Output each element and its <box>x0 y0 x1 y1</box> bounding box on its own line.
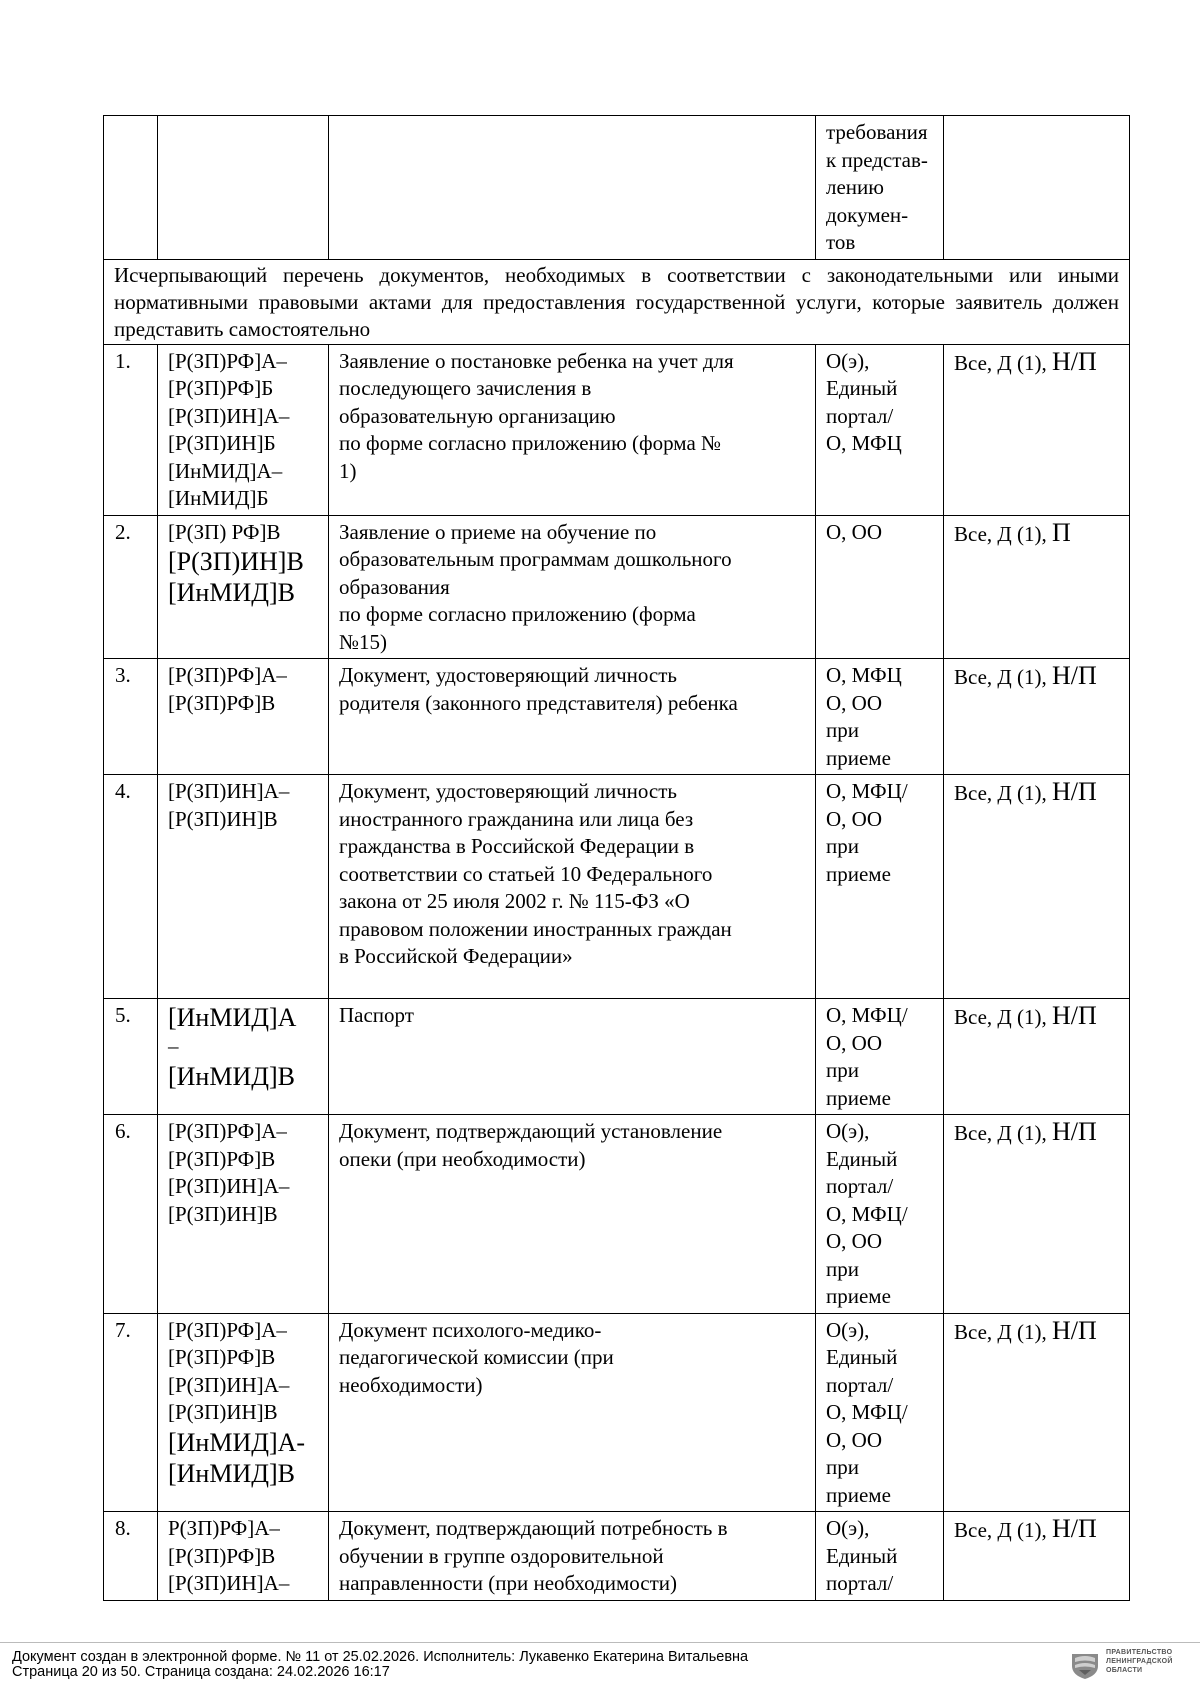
desc-line: Документ, удостоверяющий личность <box>339 779 677 803</box>
where-line: Единый <box>826 1345 898 1369</box>
code-line: [Р(ЗП)РФ]В <box>168 1146 276 1171</box>
desc-line: №15) <box>339 629 388 654</box>
where-line: портал/ <box>826 1174 894 1198</box>
desc-line: 1) <box>339 458 357 483</box>
table-row <box>104 775 1130 999</box>
logo-text-line: ПРАВИТЕЛЬСТВО <box>1106 1649 1173 1656</box>
text-line: докумен- <box>826 202 909 227</box>
text-line: лению <box>826 175 884 199</box>
code-line: [Р(ЗП)ИН]А– <box>168 779 290 803</box>
cell-who <box>944 1313 1130 1512</box>
logo-text-line: ЛЕНИНГРАДСКОЙ <box>1106 1658 1173 1665</box>
page-footer <box>12 1650 748 1680</box>
footer-page-info: Страница 20 из 50. Страница создана: 24.02.2026 16:17 <box>12 1664 390 1680</box>
where-line: при <box>826 1455 859 1479</box>
coat-of-arms-icon <box>1070 1650 1100 1680</box>
cell-desc <box>329 344 816 515</box>
where-line: О, ОО <box>826 1427 882 1452</box>
desc-line: опеки (при необходимости) <box>339 1146 586 1171</box>
desc-line: образовательным программам дошкольного <box>339 547 732 571</box>
cell-desc <box>329 1115 816 1314</box>
code-line: [ИнМИД]В <box>168 1061 295 1091</box>
where-line: О(э), <box>826 348 870 373</box>
desc-line: Документ, удостоверяющий личность <box>339 663 677 687</box>
row-number: 3. <box>104 659 158 775</box>
footer-divider <box>0 1642 1200 1643</box>
cell-desc <box>329 999 816 1115</box>
row-number: 5. <box>104 999 158 1115</box>
who-prefix: Все, Д (1), <box>954 1121 1052 1145</box>
table-row <box>104 1313 1130 1512</box>
where-line: портал/ <box>826 1571 894 1595</box>
code-line: [Р(ЗП)РФ]В <box>168 690 276 715</box>
desc-line: образовательную организацию <box>339 403 616 428</box>
where-line: при <box>826 1058 859 1082</box>
where-line: Единый <box>826 1146 898 1171</box>
cell-codes <box>158 515 329 659</box>
cell-who <box>944 1512 1130 1601</box>
desc-line: последующего зачисления в <box>339 376 592 400</box>
cell-codes <box>158 999 329 1115</box>
desc-line: необходимости) <box>339 1372 483 1397</box>
desc-line: направленности (при необходимости) <box>339 1571 677 1595</box>
who-prefix: Все, Д (1), <box>954 1005 1052 1029</box>
desc-line: образования <box>339 574 450 599</box>
cell-num <box>104 116 158 260</box>
where-line: при <box>826 834 859 858</box>
where-line: приеме <box>826 1284 891 1308</box>
logo-text-line: ОБЛАСТИ <box>1106 1667 1143 1674</box>
where-line: портал/ <box>826 403 894 428</box>
desc-line: в Российской Федерации» <box>339 944 573 968</box>
row-number: 6. <box>104 1115 158 1314</box>
desc-line: закона от 25 июля 2002 г. № 115-ФЗ «О <box>339 889 690 913</box>
where-line: Единый <box>826 1543 898 1568</box>
where-line: приеме <box>826 861 891 886</box>
code-line: [Р(ЗП)РФ]А– <box>168 663 287 687</box>
code-line: [Р(ЗП)РФ]Б <box>168 376 274 400</box>
table-row <box>104 515 1130 659</box>
desc-line: по форме согласно приложению (форма № <box>339 431 722 455</box>
code-line: [Р(ЗП)РФ]В <box>168 1543 276 1568</box>
section-header: Исчерпывающий перечень документов, необходимых в соответствии с законодательными или иными нормативными правовыми актами для предоставления государственной услуги, которые заявитель должен представить самостоятельно <box>104 259 1130 344</box>
where-line: О, МФЦ/ <box>826 779 908 803</box>
cell-codes <box>158 659 329 775</box>
table-row <box>104 659 1130 775</box>
table-row <box>104 999 1130 1115</box>
where-line: приеме <box>826 1482 891 1507</box>
where-line: при <box>826 718 859 742</box>
cell-who <box>944 515 1130 659</box>
cell-codes <box>158 775 329 999</box>
where-line: О, ОО <box>826 690 882 715</box>
desc-line: Паспорт <box>339 1003 414 1027</box>
cell-where <box>816 999 944 1115</box>
where-line: О, МФЦ/ <box>826 1003 908 1027</box>
footer-document-info: Документ создан в электронной форме. № 11 от 25.02.2026. Исполнитель: Лукавенко Екатерина Витальевна <box>12 1649 749 1665</box>
code-line: [ИнМИД]Б <box>168 486 269 510</box>
table-row <box>104 116 1130 260</box>
who-suffix: Н/П <box>1051 1514 1097 1543</box>
desc-line: родителя (законного представителя) ребенка <box>339 690 738 715</box>
row-number: 4. <box>104 775 158 999</box>
logo-caption <box>1106 1648 1190 1675</box>
cell-codes <box>158 1115 329 1314</box>
documents-table <box>103 115 1130 1601</box>
row-number: 8. <box>104 1512 158 1601</box>
cell-desc <box>329 515 816 659</box>
who-suffix: П <box>1051 517 1071 547</box>
desc-line: Документ, подтверждающий установление <box>339 1119 723 1143</box>
cell-who <box>944 1115 1130 1314</box>
who-suffix: Н/П <box>1051 1315 1097 1345</box>
cell-where <box>816 659 944 775</box>
code-line: [Р(ЗП)ИН]А– <box>168 1174 290 1198</box>
where-line: О, ОО <box>826 519 882 544</box>
cell-desc <box>329 1512 816 1601</box>
who-prefix: Все, Д (1), <box>954 1319 1052 1344</box>
code-line: [Р(ЗП)РФ]В <box>168 1345 276 1369</box>
cell-where <box>816 515 944 659</box>
cell-where <box>816 1115 944 1314</box>
cell-where <box>816 1313 944 1512</box>
who-prefix: Все, Д (1), <box>954 521 1052 546</box>
where-line: Единый <box>826 376 898 400</box>
code-line: [Р(ЗП)ИН]Б <box>168 431 276 455</box>
cell-who <box>944 116 1130 260</box>
where-line: О(э), <box>826 1317 870 1342</box>
code-line: [Р(ЗП)ИН]В <box>168 1201 278 1226</box>
code-line: [ИнМИД]В <box>168 578 295 607</box>
cell-codes <box>158 344 329 515</box>
table-row <box>104 344 1130 515</box>
cell-who <box>944 344 1130 515</box>
cell-codes <box>158 116 329 260</box>
desc-line: обучении в группе оздоровительной <box>339 1543 664 1568</box>
cell-desc <box>329 1313 816 1512</box>
where-line: О, ОО <box>826 1229 882 1253</box>
who-suffix: Н/П <box>1051 1001 1097 1030</box>
where-line: при <box>826 1256 859 1281</box>
government-logo <box>1070 1648 1190 1684</box>
row-number: 2. <box>104 515 158 659</box>
cell-who <box>944 775 1130 999</box>
code-line: [ИнМИД]А <box>168 1003 297 1032</box>
section-header-row <box>104 259 1130 344</box>
who-suffix: Н/П <box>1051 777 1097 806</box>
where-line: О, МФЦ/ <box>826 1201 908 1226</box>
desc-line: соответствии со статьей 10 Федерального <box>339 861 713 886</box>
code-line: [ИнМИД]А– <box>168 458 283 483</box>
cell-where <box>816 116 944 260</box>
code-line: Р(ЗП)РФ]А– <box>168 1516 280 1540</box>
where-line: О, ОО <box>826 1030 882 1055</box>
who-suffix: Н/П <box>1051 1117 1097 1146</box>
cell-where <box>816 775 944 999</box>
text-line: тов <box>826 230 856 254</box>
who-prefix: Все, Д (1), <box>954 350 1052 375</box>
code-line: [Р(ЗП)РФ]А– <box>168 348 287 373</box>
who-prefix: Все, Д (1), <box>954 665 1052 689</box>
code-line: [Р(ЗП)ИН]В <box>168 806 278 831</box>
where-line: О, МФЦ/ <box>826 1400 908 1424</box>
code-line: [ИнМИД]А- <box>168 1427 306 1457</box>
desc-line: Заявление о постановке ребенка на учет для <box>339 348 734 373</box>
code-line: [Р(ЗП)РФ]А– <box>168 1317 287 1342</box>
where-line: приеме <box>826 1085 891 1110</box>
row-number: 1. <box>104 344 158 515</box>
cell-who <box>944 999 1130 1115</box>
where-line: портал/ <box>826 1372 894 1397</box>
text-line: требования <box>826 120 928 144</box>
cell-codes <box>158 1313 329 1512</box>
code-line: [Р(ЗП)ИН]В <box>168 547 304 576</box>
desc-line: Заявление о приеме на обучение по <box>339 519 657 544</box>
cell-where <box>816 1512 944 1601</box>
desc-line: иностранного гражданина или лица без <box>339 806 694 831</box>
table-row <box>104 1512 1130 1601</box>
table-row <box>104 1115 1130 1314</box>
desc-line: по форме согласно приложению (форма <box>339 602 696 626</box>
where-line: О, МФЦ <box>826 431 902 455</box>
code-line: – <box>168 1034 179 1058</box>
who-prefix: Все, Д (1), <box>954 1518 1052 1542</box>
code-line: [Р(ЗП)РФ]А– <box>168 1119 287 1143</box>
text-line: к представ- <box>826 147 928 172</box>
who-suffix: Н/П <box>1051 346 1097 376</box>
where-line: приеме <box>826 745 891 770</box>
code-line: [Р(ЗП)ИН]А– <box>168 403 290 428</box>
cell-desc <box>329 116 816 260</box>
where-line: О, МФЦ <box>826 663 902 687</box>
row-number: 7. <box>104 1313 158 1512</box>
cell-codes <box>158 1512 329 1601</box>
desc-line: гражданства в Российской Федерации в <box>339 834 695 858</box>
desc-line: правовом положении иностранных граждан <box>339 916 732 941</box>
code-line: [Р(ЗП) РФ]В <box>168 519 281 544</box>
desc-line: педагогической комиссии (при <box>339 1345 614 1369</box>
code-line: [Р(ЗП)ИН]В <box>168 1400 278 1424</box>
cell-desc <box>329 659 816 775</box>
where-line: О, ОО <box>826 806 882 831</box>
code-line: [Р(ЗП)ИН]А– <box>168 1372 290 1397</box>
where-line: О(э), <box>826 1516 870 1540</box>
who-suffix: Н/П <box>1051 661 1097 690</box>
code-line: [Р(ЗП)ИН]А– <box>168 1571 290 1595</box>
cell-where <box>816 344 944 515</box>
cell-desc <box>329 775 816 999</box>
desc-line: Документ психолого-медико- <box>339 1317 602 1342</box>
code-line: [ИнМИД]В <box>168 1458 295 1488</box>
desc-line: Документ, подтверждающий потребность в <box>339 1516 728 1540</box>
who-prefix: Все, Д (1), <box>954 781 1052 805</box>
where-line: О(э), <box>826 1119 870 1143</box>
cell-who <box>944 659 1130 775</box>
